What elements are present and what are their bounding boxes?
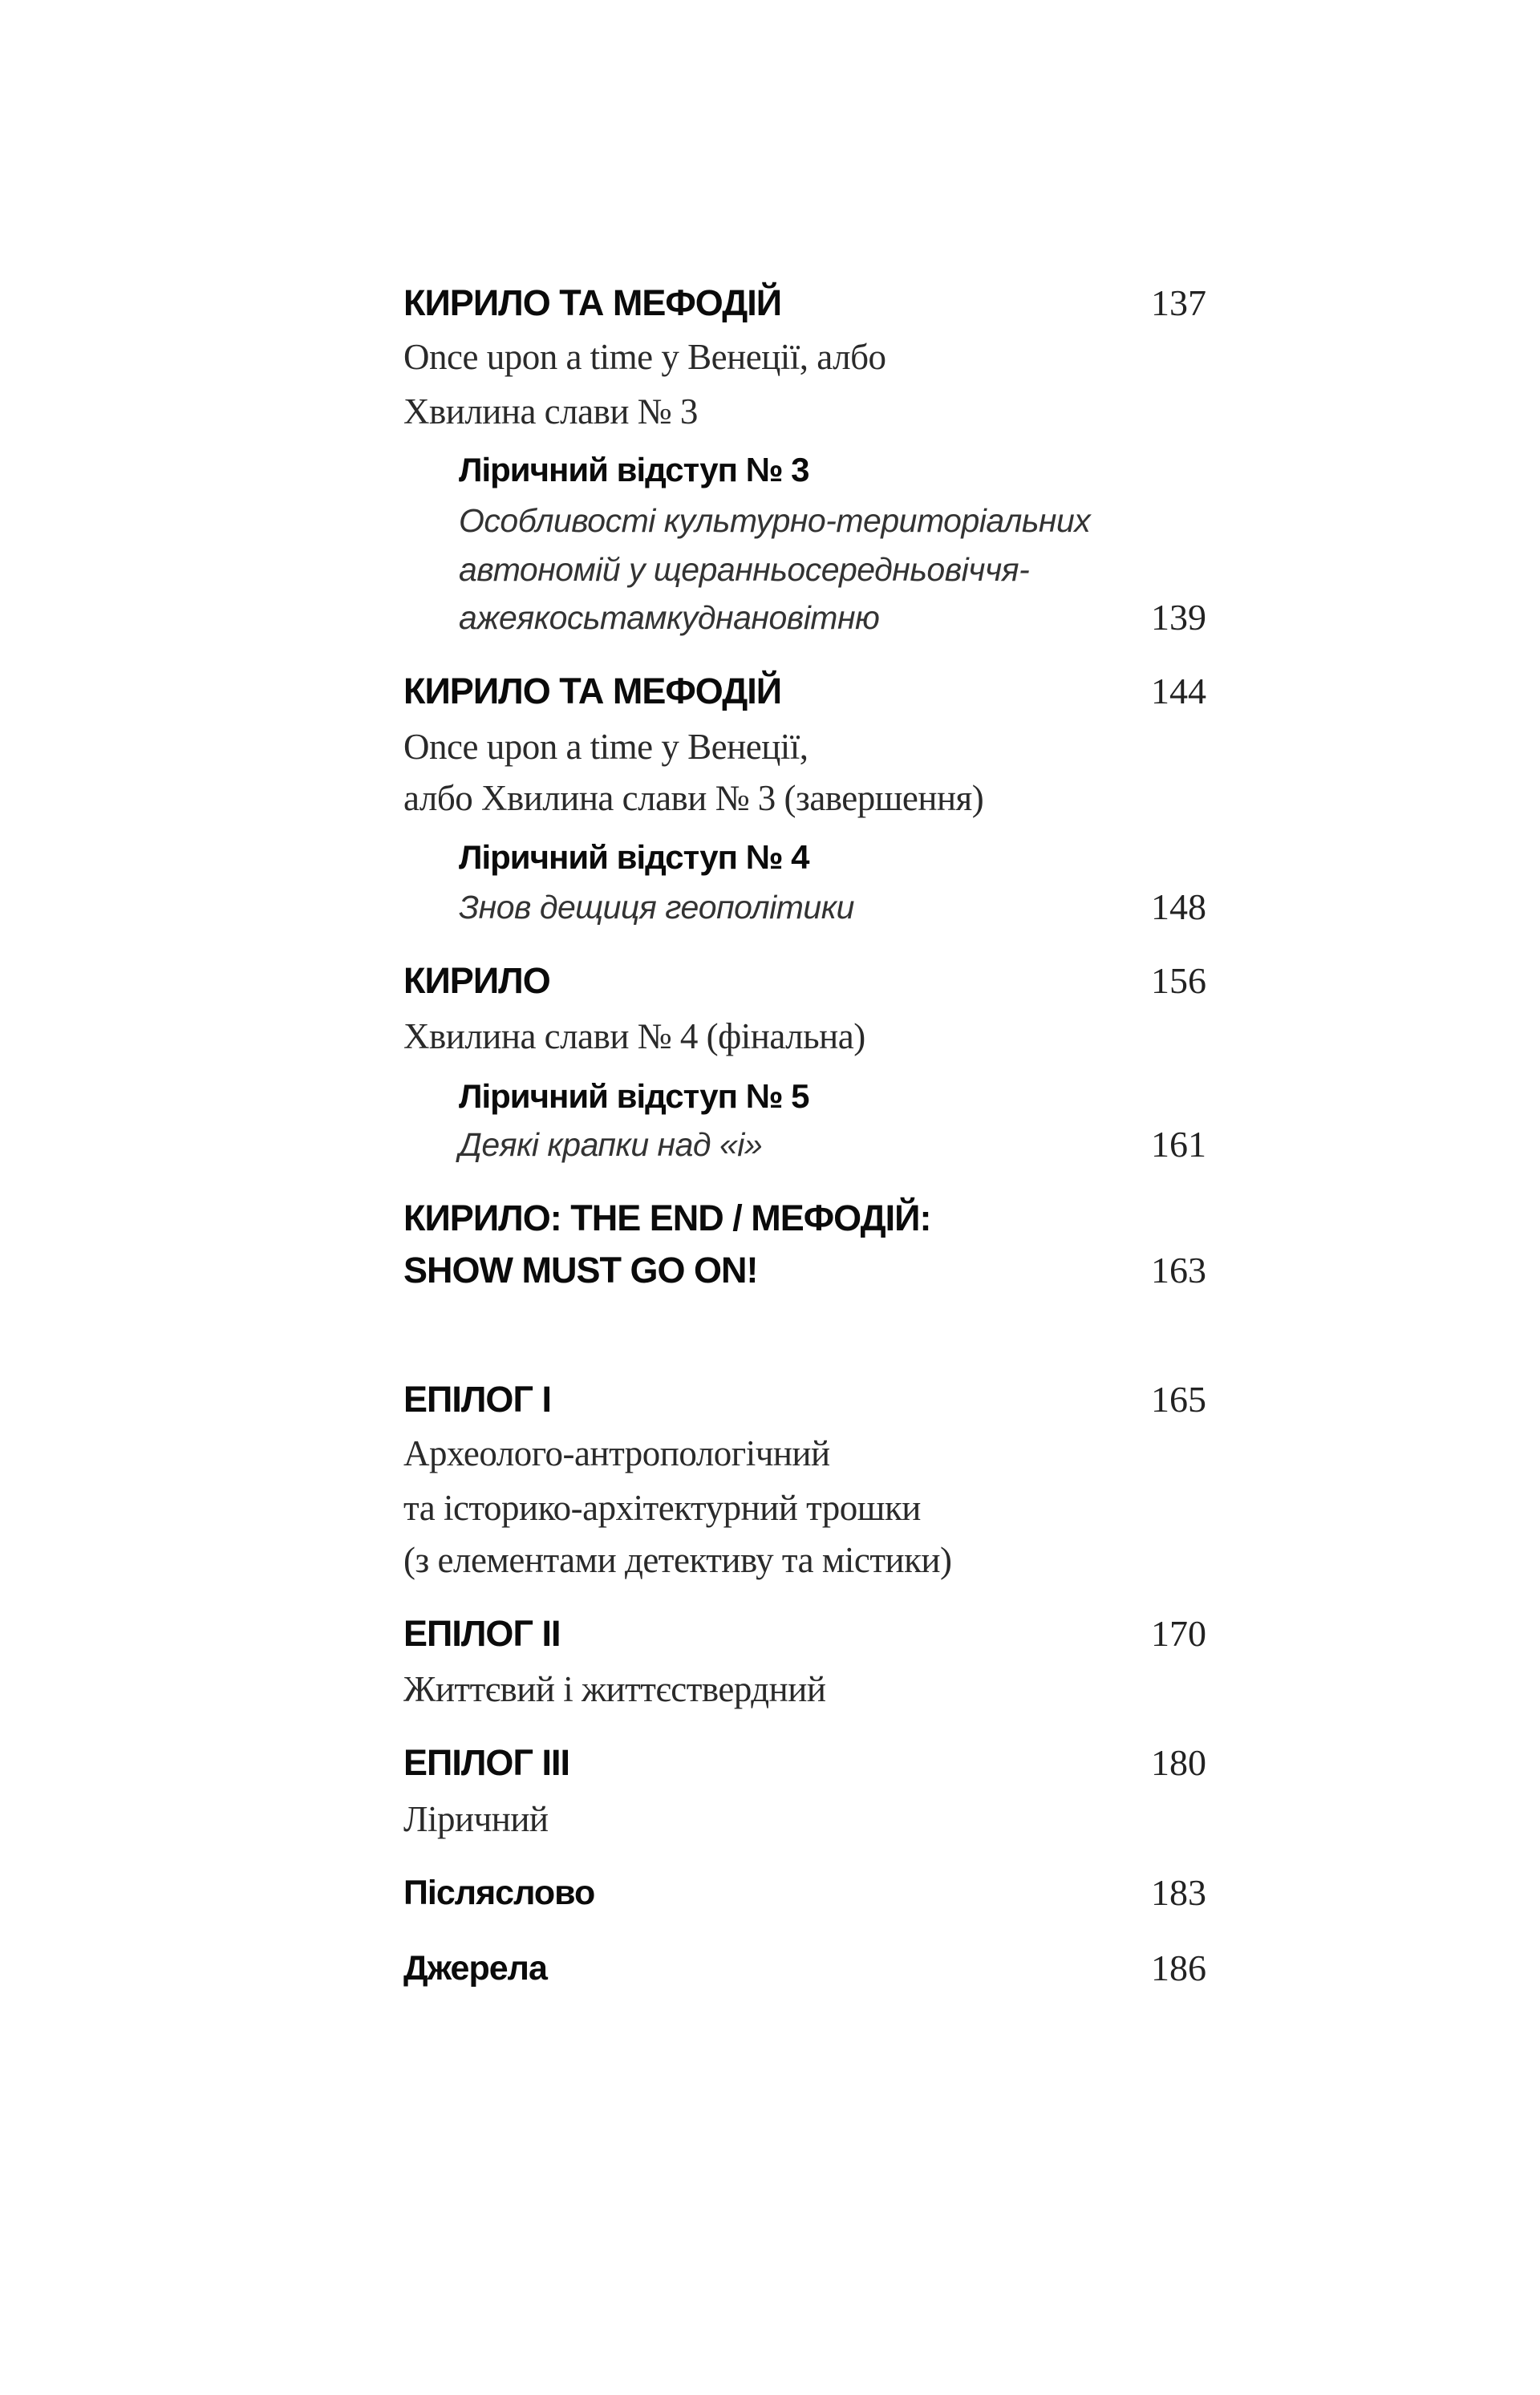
- toc-entry-subtitle: Ліричний: [403, 1799, 549, 1839]
- toc-entry-subtitle: (з елементами детективу та містики): [403, 1540, 952, 1580]
- toc-digression-subtitle: Знов дещиця геополітики: [459, 889, 854, 926]
- toc-entry-subtitle: Життєвий і життєствердний: [403, 1669, 826, 1709]
- toc-page-number: 161: [1151, 1124, 1206, 1165]
- toc-entry-subtitle: Хвилина слави № 3: [403, 391, 698, 432]
- toc-entry-title: КИРИЛО ТА МЕФОДІЙ: [403, 282, 782, 323]
- toc-digression-title: Ліричний відступ № 5: [459, 1077, 809, 1115]
- toc-entry-subtitle: Once upon a time у Венеції,: [403, 727, 808, 767]
- toc-digression-subtitle: автономій у щеранньосередньовіччя-: [459, 551, 1030, 588]
- toc-page-number: 148: [1151, 886, 1206, 927]
- toc-entry-title: КИРИЛО ТА МЕФОДІЙ: [403, 671, 782, 711]
- toc-entry-title: SHOW MUST GO ON!: [403, 1250, 758, 1291]
- toc-entry-title: ЕПІЛОГ ІІ: [403, 1613, 561, 1654]
- toc-digression-title: Ліричний відступ № 3: [459, 451, 809, 488]
- toc-digression-title: Ліричний відступ № 4: [459, 838, 809, 876]
- toc-entry-title: ЕПІЛОГ І: [403, 1379, 551, 1420]
- toc-entry-title: КИРИЛО: THE END / МЕФОДІЙ:: [403, 1198, 931, 1238]
- toc-page-number: 144: [1151, 671, 1206, 711]
- toc-digression-subtitle: ажеякосьтамкуднановітню: [459, 599, 880, 636]
- toc-page-number: 170: [1151, 1613, 1206, 1654]
- toc-entry-subtitle: Археолого-антропологічний: [403, 1433, 830, 1473]
- toc-page-number: 137: [1151, 282, 1206, 323]
- toc-page-number: 183: [1151, 1872, 1206, 1913]
- toc-page-number: 186: [1151, 1947, 1206, 1988]
- toc-entry-title: Післяслово: [403, 1874, 595, 1912]
- toc-entry-subtitle: Once upon a time у Венеції, албо: [403, 337, 886, 377]
- toc-page-number: 165: [1151, 1379, 1206, 1420]
- toc-page-number: 156: [1151, 960, 1206, 1001]
- toc-page-number: 163: [1151, 1250, 1206, 1291]
- toc-digression-subtitle: Деякі крапки над «і»: [459, 1126, 763, 1163]
- toc-entry-subtitle: албо Хвилина слави № 3 (завершення): [403, 778, 984, 818]
- toc-entry-subtitle: та історико-архітектурний трошки: [403, 1488, 921, 1528]
- toc-entry-title: Джерела: [403, 1949, 547, 1988]
- toc-entry-subtitle: Хвилина слави № 4 (фінальна): [403, 1016, 865, 1056]
- toc-page-number: 139: [1151, 597, 1206, 638]
- toc-page-number: 180: [1151, 1742, 1206, 1783]
- toc-entry-title: КИРИЛО: [403, 960, 550, 1001]
- toc-entry-title: ЕПІЛОГ ІІІ: [403, 1742, 569, 1783]
- toc-digression-subtitle: Особливості культурно-територіальних: [459, 502, 1091, 539]
